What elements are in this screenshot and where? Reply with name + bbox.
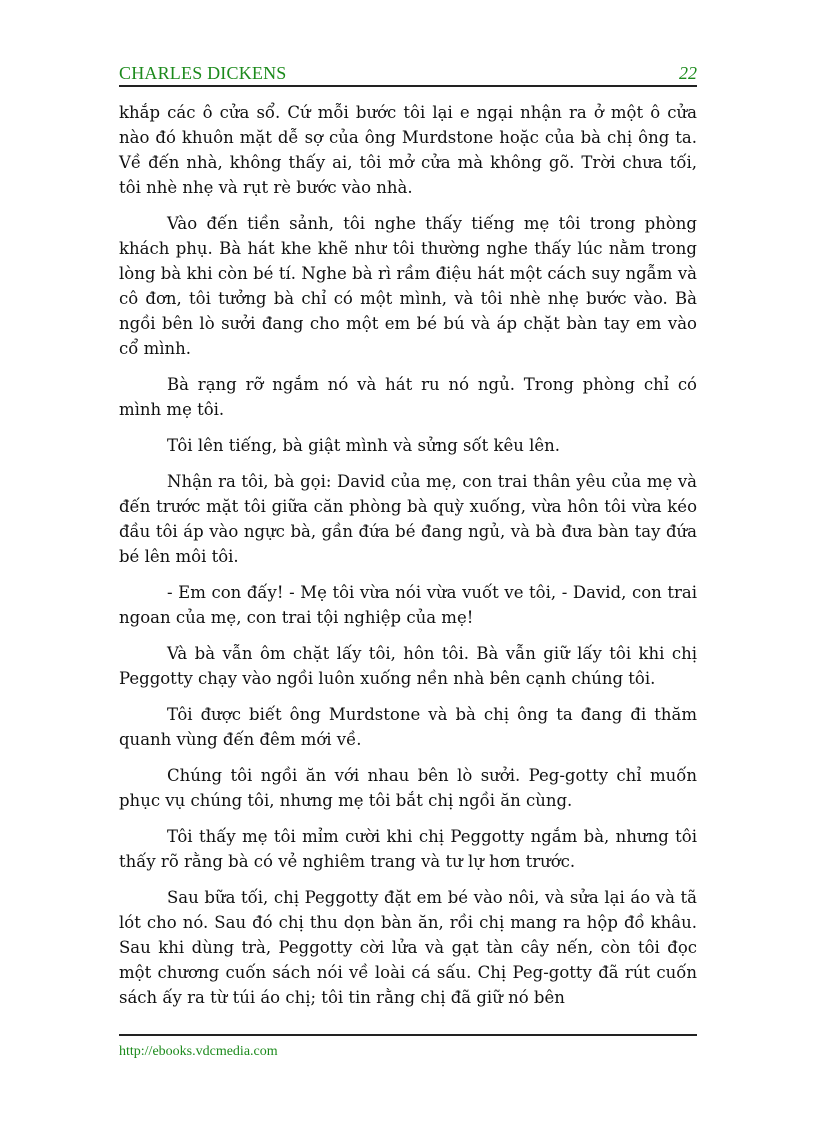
page-footer bbox=[119, 1034, 697, 1059]
paragraph: khắp các ô cửa sổ. Cứ mỗi bước tôi lại e ngại nhận ra ở một ô cửa nào đó khuôn mặt dễ sợ của ông Murdstone hoặc của bà chị ông ta. Về đến nhà, không thấy ai, tôi mở cửa mà không gõ. Trời chưa tối, tôi nhè nhẹ và rụt rè bước vào nhà. bbox=[119, 103, 697, 197]
paragraph: Tôi thấy mẹ tôi mỉm cười khi chị Peggotty ngắm bà, nhưng tôi thấy rõ rằng bà có vẻ nghiêm trang và tư lự hơn trước. bbox=[119, 827, 697, 871]
paragraph: Sau bữa tối, chị Peggotty đặt em bé vào nôi, và sửa lại áo và tã lót cho nó. Sau đó chị thu dọn bàn ăn, rồi chị mang ra hộp đồ khâu. Sau khi dùng trà, Peggotty cời lửa và gạt tàn cây nến, còn tôi đọc một chương cuốn sách nói về loài cá sấu. Chị Peg-gotty đã rút cuốn sách ấy ra từ túi áo chị; tôi tin rằng chị đã giữ nó bên bbox=[119, 888, 697, 1007]
paragraph: Chúng tôi ngồi ăn với nhau bên lò sưởi. Peg-gotty chỉ muốn phục vụ chúng tôi, nhưng mẹ tôi bắt chị ngồi ăn cùng. bbox=[119, 766, 697, 810]
paragraph: Và bà vẫn ôm chặt lấy tôi, hôn tôi. Bà vẫn giữ lấy tôi khi chị Peggotty chạy vào ngồi luôn xuống nền nhà bên cạnh chúng tôi. bbox=[119, 644, 697, 688]
paragraph: Vào đến tiền sảnh, tôi nghe thấy tiếng mẹ tôi trong phòng khách phụ. Bà hát khe khẽ như tôi thường nghe thấy lúc nằm trong lòng bà khi còn bé tí. Nghe bà rì rầm điệu hát một cách suy ngẫm và cô đơn, tôi tưởng bà chỉ có một mình, và tôi nhè nhẹ bước vào. Bà ngồi bên lò sưởi đang cho một em bé bú và áp chặt bàn tay em vào cổ mình. bbox=[119, 214, 697, 358]
paragraph: Nhận ra tôi, bà gọi: David của mẹ, con trai thân yêu của mẹ và đến trước mặt tôi giữa căn phòng bà quỳ xuống, vừa hôn tôi vừa kéo đầu tôi áp vào ngực bà, gần đứa bé đang ngủ, và bà đưa bàn tay đứa bé lên môi tôi. bbox=[119, 472, 697, 566]
paragraph: Tôi được biết ông Murdstone và bà chị ông ta đang đi thăm quanh vùng đến đêm mới về. bbox=[119, 705, 697, 749]
page-header bbox=[119, 61, 697, 87]
paragraph: Tôi lên tiếng, bà giật mình và sửng sốt kêu lên. bbox=[167, 436, 561, 455]
footer-url-link[interactable]: http://ebooks.vdcmedia.com bbox=[119, 1044, 278, 1059]
page-number: 22 bbox=[679, 63, 697, 83]
paragraph: Bà rạng rỡ ngắm nó và hát ru nó ngủ. Trong phòng chỉ có mình mẹ tôi. bbox=[119, 375, 697, 419]
book-author-title: CHARLES DICKENS bbox=[119, 63, 287, 83]
paragraph: - Em con đấy! - Mẹ tôi vừa nói vừa vuốt ve tôi, - David, con trai ngoan của mẹ, con trai tội nghiệp của mẹ! bbox=[119, 583, 697, 627]
page-body bbox=[119, 100, 697, 1021]
